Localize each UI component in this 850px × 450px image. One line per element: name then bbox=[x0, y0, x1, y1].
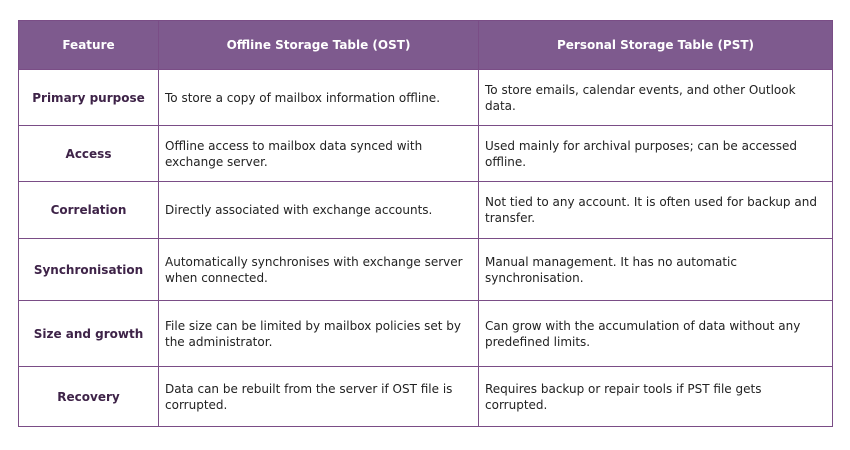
row-ost-cell: Offline access to mailbox data synced with exchange server. bbox=[159, 126, 479, 182]
row-feature-label: Recovery bbox=[19, 367, 159, 427]
row-ost-cell: Data can be rebuilt from the server if OST file is corrupted. bbox=[159, 367, 479, 427]
table-row bbox=[19, 126, 833, 182]
header-pst: Personal Storage Table (PST) bbox=[479, 21, 833, 70]
table-row bbox=[19, 182, 833, 239]
table-row bbox=[19, 301, 833, 367]
table-header-row bbox=[19, 21, 833, 70]
row-feature-label: Primary purpose bbox=[19, 70, 159, 126]
row-feature-label: Correlation bbox=[19, 182, 159, 239]
header-ost: Offline Storage Table (OST) bbox=[159, 21, 479, 70]
row-ost-cell: File size can be limited by mailbox policies set by the administrator. bbox=[159, 301, 479, 367]
row-pst-cell: Requires backup or repair tools if PST file gets corrupted. bbox=[479, 367, 833, 427]
table-row bbox=[19, 70, 833, 126]
row-ost-cell: Automatically synchronises with exchange server when connected. bbox=[159, 239, 479, 301]
row-pst-cell: Can grow with the accumulation of data without any predefined limits. bbox=[479, 301, 833, 367]
header-feature: Feature bbox=[19, 21, 159, 70]
row-feature-label: Size and growth bbox=[19, 301, 159, 367]
row-pst-cell: Not tied to any account. It is often used for backup and transfer. bbox=[479, 182, 833, 239]
row-ost-cell: Directly associated with exchange accounts. bbox=[159, 182, 479, 239]
row-ost-cell: To store a copy of mailbox information offline. bbox=[159, 70, 479, 126]
comparison-table-container bbox=[18, 20, 833, 427]
row-feature-label: Synchronisation bbox=[19, 239, 159, 301]
table-row bbox=[19, 367, 833, 427]
row-pst-cell: Used mainly for archival purposes; can be accessed offline. bbox=[479, 126, 833, 182]
table-row bbox=[19, 239, 833, 301]
ost-vs-pst-comparison-table bbox=[18, 20, 833, 427]
row-pst-cell: Manual management. It has no automatic synchronisation. bbox=[479, 239, 833, 301]
row-pst-cell: To store emails, calendar events, and other Outlook data. bbox=[479, 70, 833, 126]
row-feature-label: Access bbox=[19, 126, 159, 182]
